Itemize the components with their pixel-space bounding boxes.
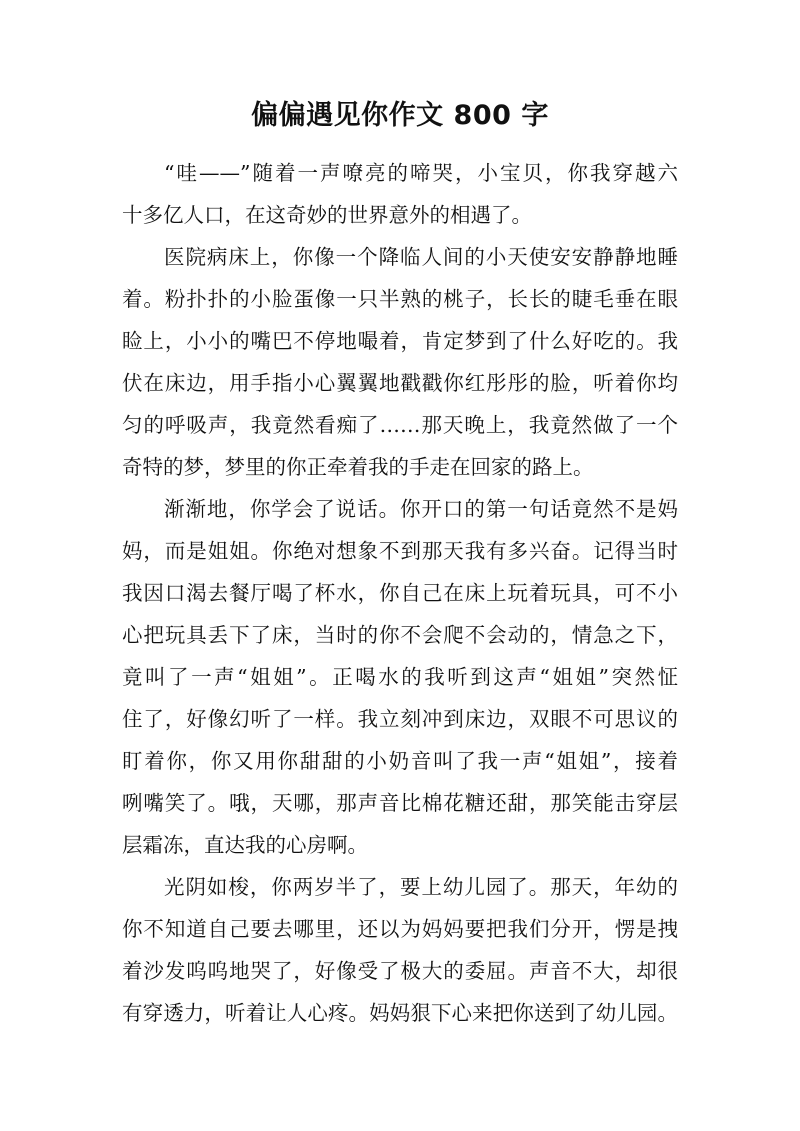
paragraph — [122, 152, 678, 236]
document-body — [122, 152, 678, 1034]
text-line: 睑上，小小的嘴巴不停地嘬着，肯定梦到了什么好吃的。我 — [122, 329, 678, 353]
text-line: 奇特的梦，梦里的你正牵着我的手走在回家的路上。 — [122, 455, 594, 479]
text-line: 我因口渴去餐厅喝了杯水，你自己在床上玩着玩具，可不小 — [122, 581, 678, 605]
text-line: 着。粉扑扑的小脸蛋像一只半熟的桃子，长长的睫毛垂在眼 — [122, 287, 678, 311]
text-line: 医院病床上，你像一个降临人间的小天使安安静静地睡 — [164, 245, 678, 269]
text-line: 心把玩具丢下了床，当时的你不会爬不会动的，情急之下， — [122, 623, 678, 647]
paragraph — [122, 488, 678, 866]
text-line: 你不知道自己要去哪里，还以为妈妈要把我们分开，愣是拽 — [122, 917, 678, 941]
text-line: 匀的呼吸声，我竟然看痴了……那天晚上，我竟然做了一个 — [122, 413, 678, 437]
document-title: 偏偏遇见你作文 800 字 — [251, 100, 549, 131]
text-line: 层霜冻，直达我的心房啊。 — [122, 833, 368, 857]
text-line: 住了，好像幻听了一样。我立刻冲到床边，双眼不可思议的 — [122, 707, 678, 731]
text-line: 妈，而是姐姐。你绝对想象不到那天我有多兴奋。记得当时 — [122, 539, 678, 563]
text-line: 有穿透力，听着让人心疼。妈妈狠下心来把你送到了幼儿园。 — [122, 1001, 678, 1025]
text-line: 竟叫了一声“姐姐”。正喝水的我听到这声“姐姐”突然怔 — [122, 665, 678, 689]
text-line: 十多亿人口，在这奇妙的世界意外的相遇了。 — [122, 203, 532, 227]
text-line: 渐渐地，你学会了说话。你开口的第一句话竟然不是妈 — [164, 497, 678, 521]
paragraph — [122, 236, 678, 488]
text-line: 着沙发呜呜地哭了，好像受了极大的委屈。声音不大，却很 — [122, 959, 678, 983]
text-line: “哇——”随着一声嘹亮的啼哭，小宝贝，你我穿越六 — [164, 161, 678, 185]
paragraph — [122, 866, 678, 1034]
text-line: 光阴如梭，你两岁半了，要上幼儿园了。那天，年幼的 — [164, 875, 678, 899]
text-line: 伏在床边，用手指小心翼翼地戳戳你红彤彤的脸，听着你均 — [122, 371, 678, 395]
text-line: 咧嘴笑了。哦，天哪，那声音比棉花糖还甜，那笑能击穿层 — [122, 791, 678, 815]
text-line: 盯着你，你又用你甜甜的小奶音叫了我一声“姐姐”，接着 — [122, 749, 678, 773]
